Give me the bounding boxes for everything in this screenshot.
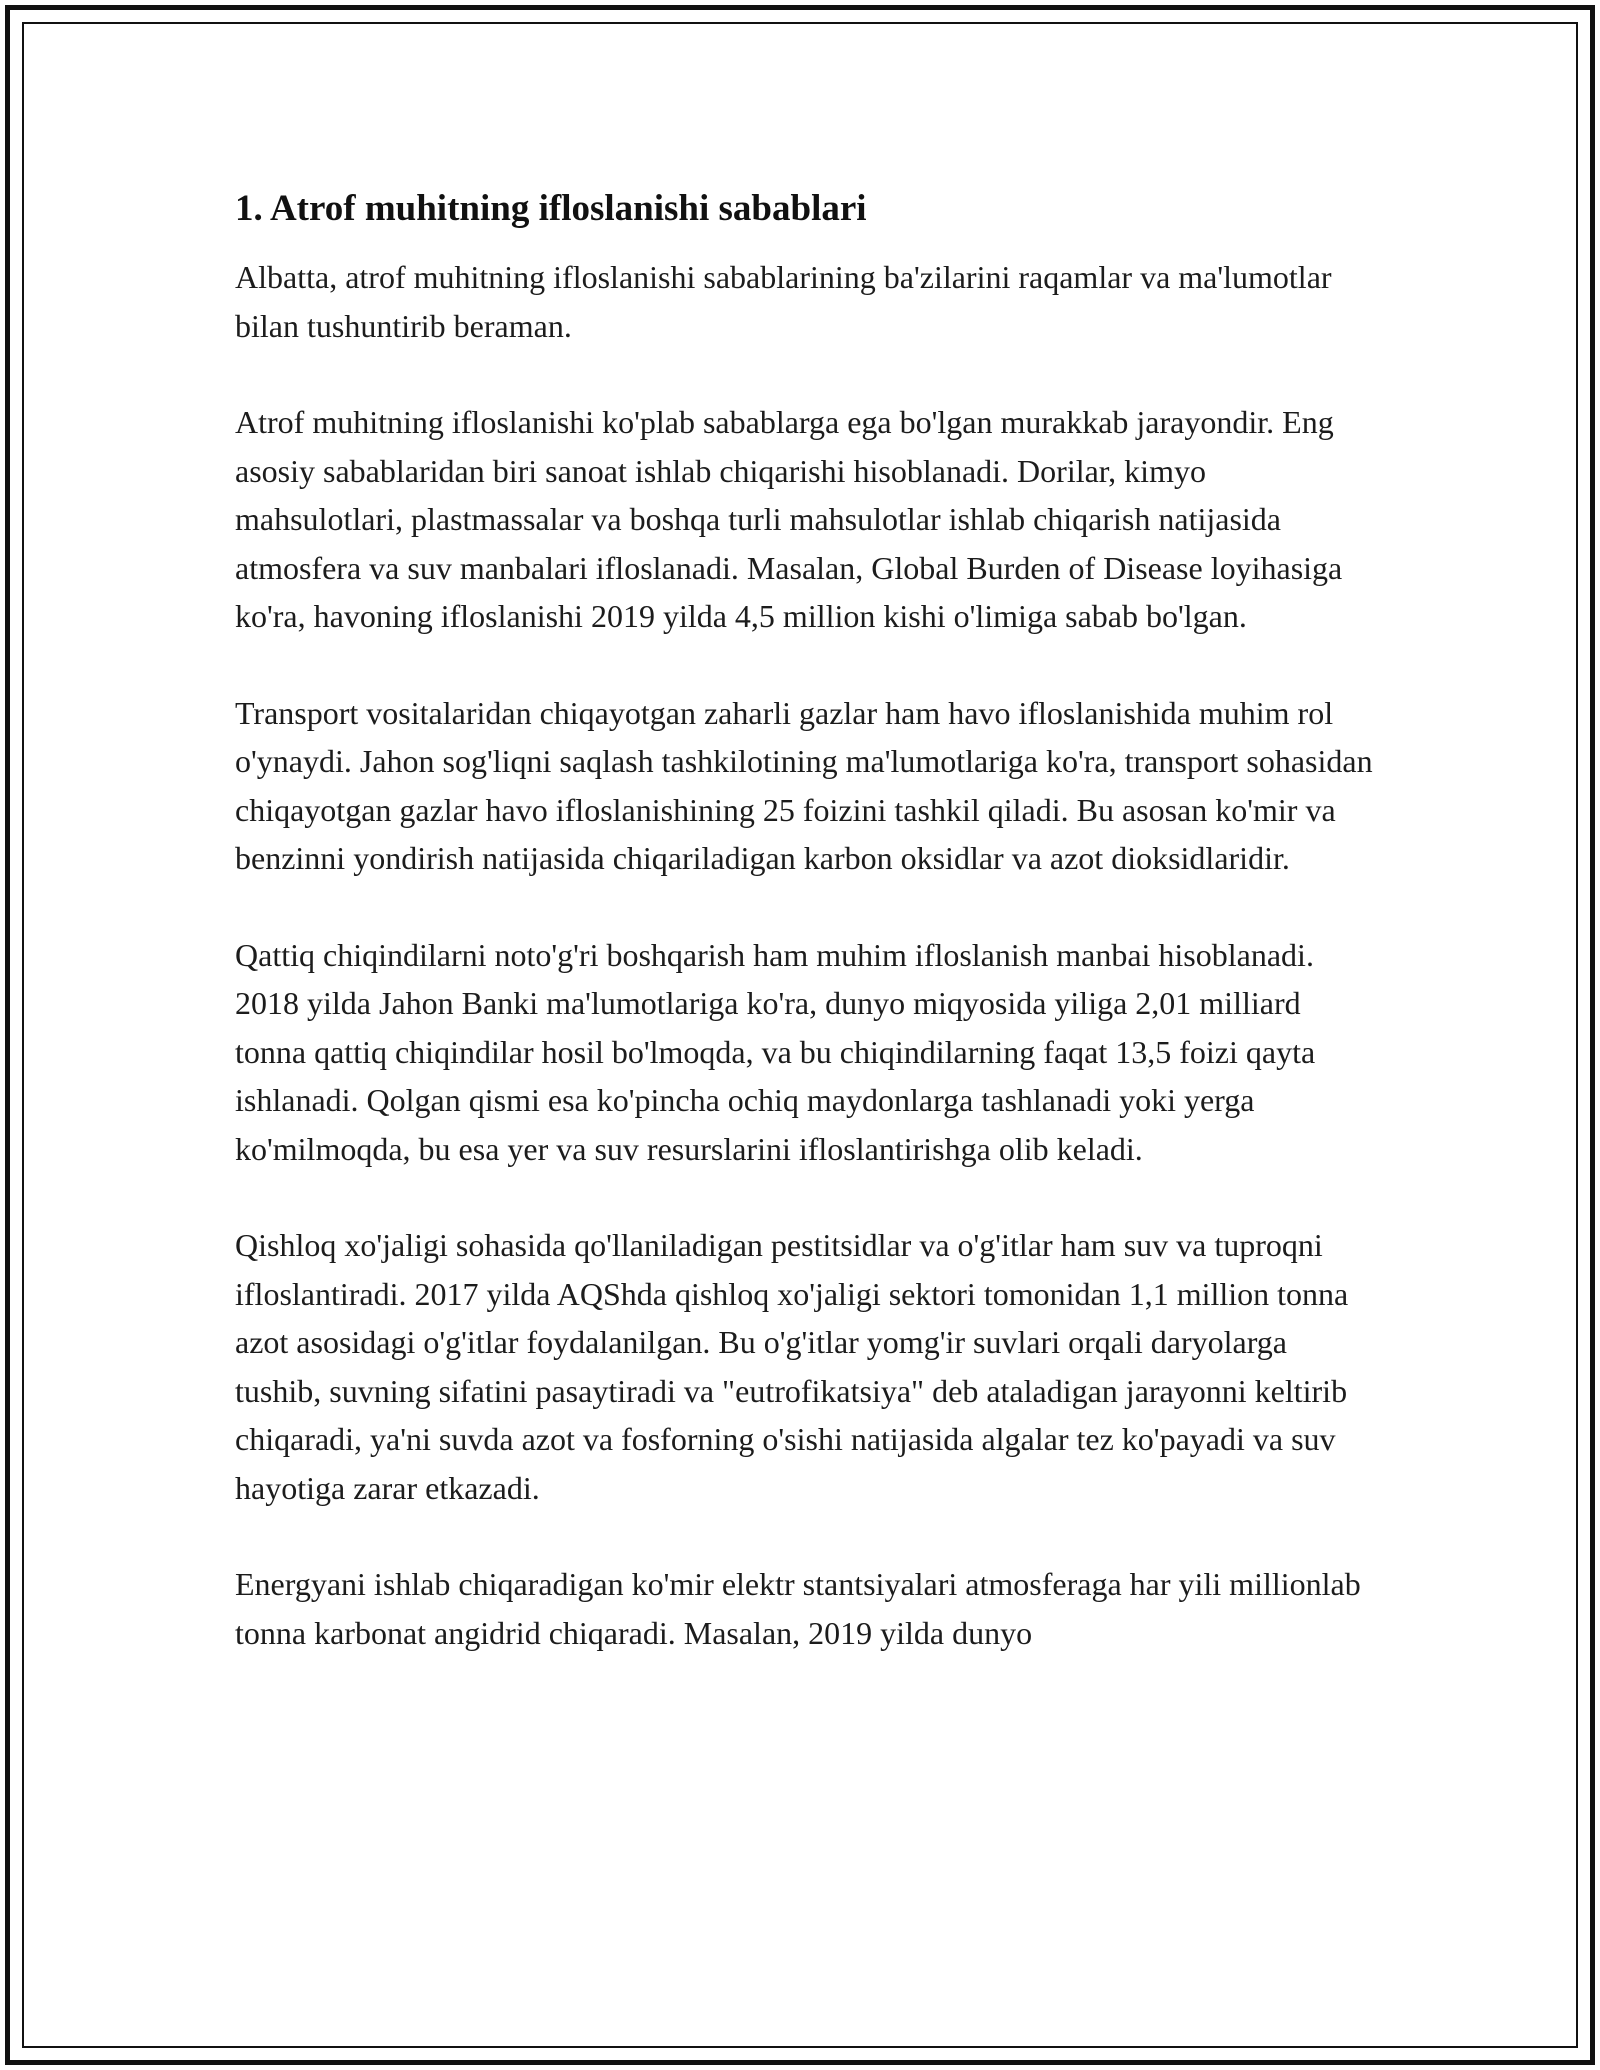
paragraph-intro: Albatta, atrof muhitning ifloslanishi sabablarining ba'zilarini raqamlar va ma'lumotlar bilan tushuntirib beraman. bbox=[235, 259, 1332, 344]
paragraph-industry: Atrof muhitning ifloslanishi ko'plab sabablarga ega bo'lgan murakkab jarayondir. Eng asosiy sabablaridan biri sanoat ishlab chiqarishi hisoblanadi. Dorilar, kimyo mahsulotlari, plastmassalar va boshqa turli mahsulotlar ishlab chiqarish natijasida atmosfera va suv manbalari ifloslanadi. Masalan, Global Burden of Disease loyihasiga ko'ra, havoning ifloslanishi 2019 yilda 4,5 million kishi o'limiga sabab bo'lgan. bbox=[235, 404, 1343, 634]
document-body bbox=[235, 185, 1375, 1705]
document-title: 1. Atrof muhitning ifloslanishi sabablari bbox=[235, 188, 867, 229]
paragraph-list bbox=[235, 253, 1375, 1657]
paragraph-solid-waste: Qattiq chiqindilarni noto'g'ri boshqarish ham muhim ifloslanish manbai hisoblanadi. 2018 yilda Jahon Banki ma'lumotlariga ko'ra, dunyo miqyosida yiliga 2,01 milliard tonna qattiq chiqindilar hosil bo'lmoqda, va bu chiqindilarning faqat 13,5 foizi qayta ishlanadi. Qolgan qismi esa ko'pincha ochiq maydonlarga tashlanadi yoki yerga ko'milmoqda, bu esa yer va suv resurslarini ifloslantirishga olib keladi. bbox=[235, 936, 1316, 1167]
paragraph-transport: Transport vositalaridan chiqayotgan zaharli gazlar ham havo ifloslanishida muhim rol o'ynaydi. Jahon sog'liqni saqlash tashkilotining ma'lumotlariga ko'ra, transport sohasidan chiqayotgan gazlar havo ifloslanishining 25 foizini tashkil qiladi. Bu asosan ko'mir va benzinni yondirish natijasida chiqariladigan karbon oksidlar va azot dioksidlaridir. bbox=[235, 694, 1373, 876]
paragraph-energy: Energyani ishlab chiqaradigan ko'mir elektr stantsiyalari atmosferaga har yili millionlab tonna karbonat angidrid chiqaradi. Masalan, 2019 yilda dunyo bbox=[235, 1566, 1361, 1651]
paragraph-agriculture: Qishloq xo'jaligi sohasida qo'llaniladigan pestitsidlar va o'g'itlar ham suv va tuproqni ifloslantiradi. 2017 yilda AQShda qishloq xo'jaligi sektori tomonidan 1,1 million tonna azot asosidagi o'g'itlar foydalanilgan. Bu o'g'itlar yomg'ir suvlari orqali daryolarga tushib, suvning sifatini pasaytiradi va "eutrofikatsiya" deb ataladigan jarayonni keltirib chiqaradi, ya'ni suvda azot va fosforning o'sishi natijasida algalar tez ko'payadi va suv hayotiga zarar etkazadi. bbox=[235, 1227, 1349, 1506]
